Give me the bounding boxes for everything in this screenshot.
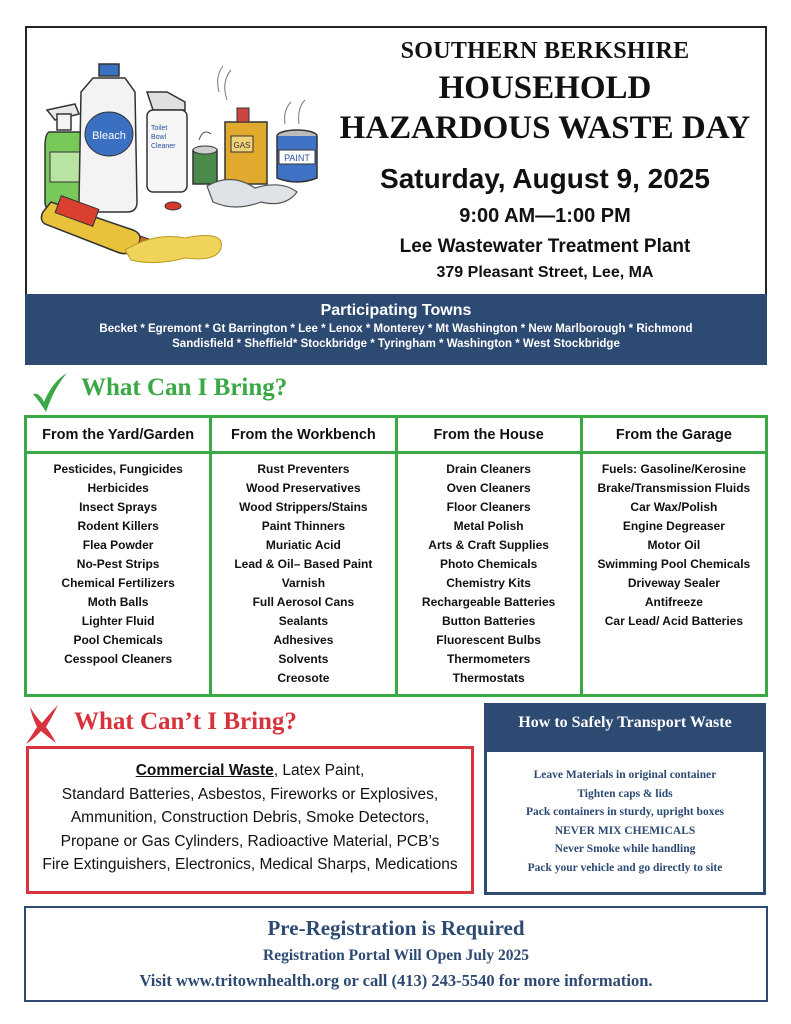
- cant-bring-box: [26, 746, 474, 894]
- list-item: Full Aerosol Cans: [252, 595, 355, 609]
- column-header: From the Workbench: [212, 418, 394, 454]
- transport-list: [487, 752, 763, 877]
- cant-line-1-rest: , Latex Paint,: [273, 762, 365, 779]
- column-header: From the Yard/Garden: [27, 418, 209, 454]
- commercial-waste-label: Commercial Waste: [135, 762, 274, 779]
- cant-line-3: Ammunition, Construction Debris, Smoke Detectors,: [70, 809, 430, 826]
- list-item: Oven Cleaners: [446, 481, 531, 495]
- garage-column: [583, 418, 765, 694]
- transport-line: Pack containers in sturdy, upright boxes: [525, 806, 725, 818]
- list-item: Brake/Transmission Fluids: [597, 481, 751, 495]
- towns-line-1: Becket * Egremont * Gt Barrington * Lee * Lenox * Monterey * Mt Washington * New Marlborough * Richmond: [99, 323, 693, 335]
- registration-contact: Visit www.tritownhealth.org or call (413) 243-5540 for more information.: [139, 971, 653, 990]
- list-item: Button Batteries: [441, 614, 536, 628]
- list-item: Flea Powder: [82, 538, 154, 552]
- bleach-jug-icon: [79, 64, 137, 212]
- list-item: Varnish: [281, 576, 326, 590]
- list-item: Lead & Oil– Based Paint: [234, 557, 373, 571]
- header-line-2: HOUSEHOLD: [438, 70, 652, 106]
- workbench-column: [212, 418, 397, 694]
- can-bring-table: [24, 415, 768, 697]
- list-item: Wood Preservatives: [246, 481, 361, 495]
- column-items: [27, 454, 209, 669]
- list-item: Lighter Fluid: [81, 614, 155, 628]
- transport-line: Leave Materials in original container: [533, 769, 717, 781]
- svg-text:Bleach: Bleach: [92, 130, 126, 142]
- list-item: Thermometers: [446, 652, 531, 666]
- cant-line-4: Propane or Gas Cylinders, Radioactive Material, PCB’s: [60, 832, 440, 850]
- list-item: Drain Cleaners: [446, 462, 531, 476]
- registration-box: [24, 906, 768, 1002]
- list-item: No-Pest Strips: [76, 557, 160, 571]
- list-item: Motor Oil: [647, 538, 701, 552]
- list-item: Moth Balls: [87, 595, 149, 609]
- yard-garden-column: [27, 418, 212, 694]
- list-item: Fluorescent Bulbs: [436, 633, 541, 647]
- svg-text:Cleaner: Cleaner: [151, 143, 176, 150]
- list-item: Muriatic Acid: [265, 538, 341, 552]
- hazardous-products-illustration: [35, 52, 325, 267]
- list-item: Wood Strippers/Stains: [239, 500, 368, 514]
- list-item: Floor Cleaners: [446, 500, 531, 514]
- list-item: Car Lead/ Acid Batteries: [604, 614, 744, 628]
- toilet-cleaner-bottle-icon: [147, 92, 187, 192]
- column-items: [212, 454, 394, 688]
- event-location: Lee Wastewater Treatment Plant: [399, 236, 691, 257]
- column-header: From the Garage: [583, 418, 765, 454]
- list-item: Swimming Pool Chemicals: [597, 557, 751, 571]
- cant-bring-title: What Can’t I Bring?: [74, 708, 297, 735]
- list-item: Arts & Craft Supplies: [428, 538, 549, 552]
- list-item: Driveway Sealer: [627, 576, 720, 590]
- svg-text:Toilet: Toilet: [151, 125, 168, 132]
- registration-title: Pre-Registration is Required: [267, 916, 525, 940]
- column-items: [583, 454, 765, 631]
- event-title: HAZARDOUS WASTE DAY: [339, 110, 751, 146]
- list-item: Antifreeze: [644, 595, 703, 609]
- list-item: Solvents: [278, 652, 329, 666]
- gas-can-icon: [218, 66, 267, 184]
- list-item: Rechargeable Batteries: [421, 595, 556, 609]
- column-header: From the House: [398, 418, 580, 454]
- paint-can-icon: [277, 100, 317, 182]
- event-time: 9:00 AM—1:00 PM: [459, 205, 631, 227]
- svg-text:GAS: GAS: [233, 141, 251, 150]
- towns-line-2: Sandisfield * Sheffield* Stockbridge * Tyringham * Washington * West Stockbridge: [172, 338, 620, 350]
- transport-line: Tighten caps & lids: [577, 787, 673, 800]
- participating-towns-band: [25, 294, 767, 365]
- transport-line: NEVER MIX CHEMICALS: [554, 824, 696, 837]
- list-item: Insect Sprays: [79, 500, 158, 514]
- transport-box: [484, 703, 766, 895]
- header-line-1: SOUTHERN BERKSHIRE: [400, 38, 690, 64]
- list-item: Metal Polish: [453, 519, 524, 533]
- list-item: Chemistry Kits: [446, 576, 531, 590]
- column-items: [398, 454, 580, 688]
- list-item: Rust Preventers: [257, 462, 350, 476]
- transport-line: Pack your vehicle and go directly to site: [527, 861, 723, 874]
- list-item: Chemical Fertilizers: [61, 576, 175, 590]
- list-item: Thermostats: [452, 671, 525, 685]
- svg-text:Bowl: Bowl: [151, 134, 167, 141]
- list-item: Creosote: [277, 671, 330, 685]
- list-item: Photo Chemicals: [439, 557, 538, 571]
- can-bring-title: What Can I Bring?: [81, 374, 288, 401]
- checkmark-icon: [30, 370, 70, 414]
- transport-line: Never Smoke while handling: [554, 843, 696, 855]
- list-item: Car Wax/Polish: [630, 500, 718, 514]
- small-can-icon: [193, 132, 217, 184]
- list-item: Rodent Killers: [77, 519, 159, 533]
- list-item: Fuels: Gasoline/Kerosine: [601, 462, 746, 476]
- list-item: Sealants: [278, 614, 329, 628]
- svg-text:PAINT: PAINT: [284, 153, 310, 163]
- list-item: Herbicides: [87, 481, 149, 495]
- house-column: [398, 418, 583, 694]
- cant-line-1: [29, 759, 471, 783]
- list-item: Pesticides, Fungicides: [53, 462, 183, 476]
- registration-portal: Registration Portal Will Open July 2025: [263, 947, 529, 964]
- list-item: Paint Thinners: [261, 519, 346, 533]
- list-item: Pool Chemicals: [73, 633, 163, 647]
- cant-line-5: Fire Extinguishers, Electronics, Medical Sharps, Medications: [42, 856, 458, 873]
- transport-title: How to Safely Transport Waste: [487, 706, 763, 752]
- towns-title: Participating Towns: [320, 302, 472, 319]
- x-mark-icon: [22, 703, 62, 745]
- cant-line-2: Standard Batteries, Asbestos, Fireworks or Explosives,: [61, 785, 439, 803]
- event-address: 379 Pleasant Street, Lee, MA: [436, 264, 654, 281]
- list-item: Adhesives: [273, 633, 334, 647]
- event-date: Saturday, August 9, 2025: [380, 163, 710, 194]
- list-item: Engine Degreaser: [622, 519, 725, 533]
- list-item: Cesspool Cleaners: [64, 652, 173, 666]
